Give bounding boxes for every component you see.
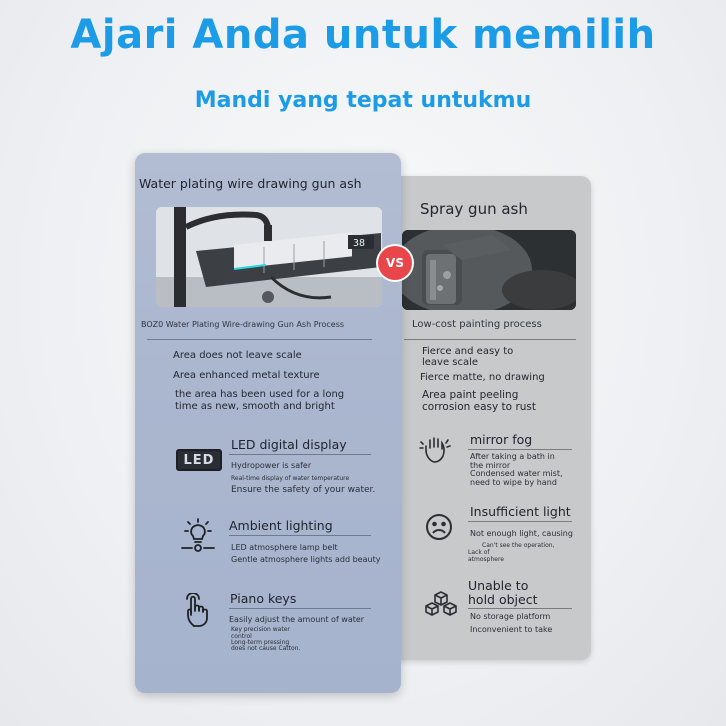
page-subtitle: Mandi yang tepat untukmu (194, 88, 532, 113)
divider (468, 449, 572, 450)
piano-keys-desc: control (231, 633, 252, 640)
sad-face-icon (424, 512, 454, 546)
piano-keys-desc: Key precision water (231, 626, 290, 633)
insufficient-light-desc: Not enough light, causing (470, 529, 573, 538)
mirror-fog-desc: After taking a bath in (470, 452, 555, 461)
temperature-readout: 38 (353, 238, 366, 249)
unable-hold-title-1: Unable to (468, 578, 529, 593)
hand-wipe-icon (418, 434, 460, 470)
left-point: the area has been used for a long (175, 389, 345, 400)
spray-faucet-photo (402, 230, 576, 310)
water-plating-panel (135, 153, 401, 693)
mirror-fog-desc: need to wipe by hand (470, 478, 557, 487)
ambient-lighting-desc: Gentle atmosphere lights add beauty (231, 555, 381, 564)
divider (147, 339, 372, 340)
divider (468, 521, 572, 522)
led-display-title: LED digital display (231, 437, 347, 452)
shower-panel-photo (156, 207, 382, 307)
piano-keys-title: Piano keys (230, 591, 297, 606)
unable-hold-desc: Inconvenient to take (470, 625, 553, 634)
right-point: corrosion easy to rust (422, 401, 536, 413)
ambient-lighting-desc: LED atmosphere lamp belt (231, 543, 338, 552)
led-display-desc: Hydropower is safer (231, 461, 312, 470)
led-icon-text: LED (183, 452, 215, 468)
left-point: time as new, smooth and bright (175, 401, 335, 412)
unable-hold-desc: No storage platform (470, 612, 551, 621)
led-display-desc: Ensure the safety of your water. (231, 485, 376, 495)
right-panel-title: Spray gun ash (420, 200, 528, 218)
mirror-fog-desc: Condensed water mist, (470, 469, 563, 478)
right-panel-caption: Low-cost painting process (412, 319, 542, 330)
insufficient-light-desc: atmosphere (468, 556, 504, 563)
mirror-fog-title: mirror fog (470, 432, 533, 447)
ambient-lighting-title: Ambient lighting (229, 518, 333, 533)
left-panel-caption: BOZ0 Water Plating Wire-drawing Gun Ash Process (141, 320, 345, 329)
right-point: Fierce matte, no drawing (420, 372, 545, 383)
right-point: Fierce and easy to (422, 346, 514, 357)
divider (229, 535, 371, 536)
left-point: Area enhanced metal texture (173, 370, 320, 381)
piano-keys-desc: does not cause Catton. (231, 645, 301, 652)
finger-press-icon (183, 593, 217, 633)
insufficient-light-title: Insufficient light (470, 504, 571, 519)
mirror-fog-desc: the mirror (470, 461, 511, 470)
spray-gun-ash-panel (378, 176, 591, 660)
right-point: leave scale (422, 357, 479, 368)
unable-hold-title-2: hold object (468, 592, 538, 607)
led-display-desc: Real-time display of water temperature (231, 475, 350, 482)
divider (229, 454, 371, 455)
vs-badge: VS (378, 246, 412, 280)
right-point: Area paint peeling (422, 389, 519, 401)
left-panel-title: Water plating wire drawing gun ash (139, 176, 362, 191)
piano-keys-desc: Long-term pressing (231, 639, 290, 646)
page-title: Ajari Anda untuk memilih (70, 12, 656, 58)
left-point: Area does not leave scale (173, 350, 302, 361)
insufficient-light-desc: Can't see the operation, (482, 542, 555, 549)
light-bulb-icon (180, 518, 216, 558)
divider (468, 608, 572, 609)
divider (404, 339, 576, 340)
divider (229, 608, 371, 609)
piano-keys-desc: Easily adjust the amount of water (229, 615, 365, 624)
boxes-icon (424, 590, 458, 620)
led-icon (176, 449, 222, 471)
insufficient-light-desc: Lack of (468, 549, 490, 556)
